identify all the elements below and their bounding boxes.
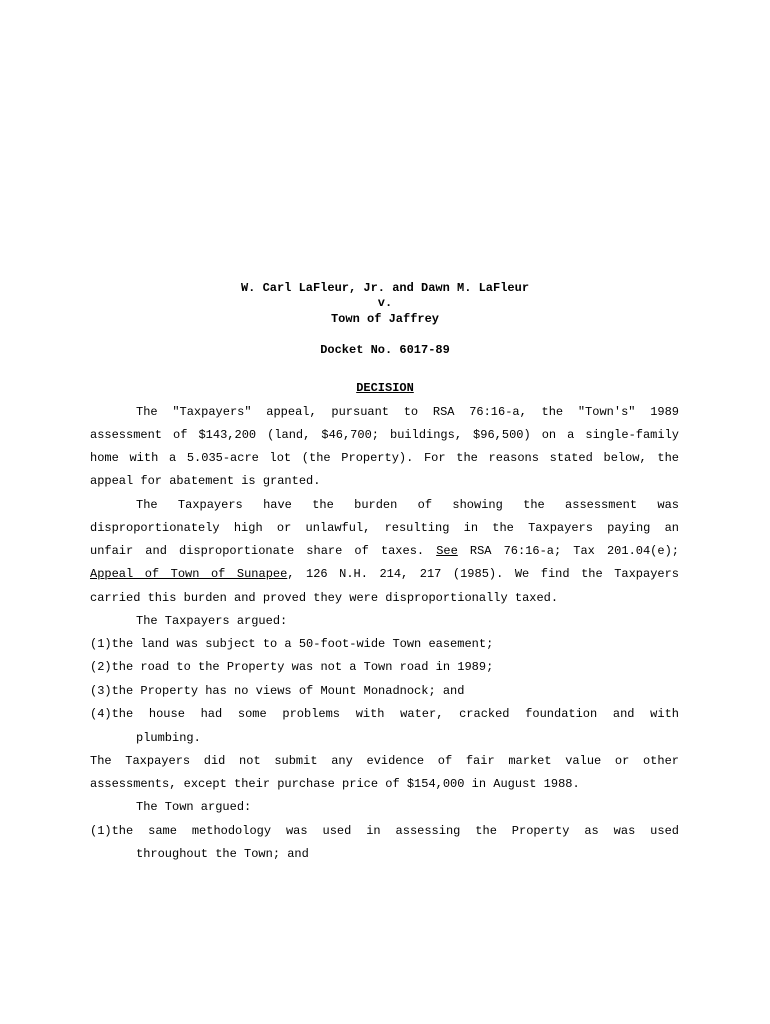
paragraph-2-line-3-text-b: RSA 76:16-a; Tax 201.04(e); (457, 544, 679, 558)
paragraph-2-line-4 (90, 567, 679, 581)
paragraph-1-line-4: appeal for abatement is granted. (90, 474, 321, 488)
case-citation: Appeal of Town of Sunapee (90, 567, 288, 581)
paragraph-2-line-5: carried this burden and proved they were disproportionally taxed. (90, 591, 559, 605)
case-caption-versus: v. (377, 296, 393, 310)
taxpayer-argument-4-line-1: (4)the house had some problems with water, cracked foundation and with (90, 707, 679, 721)
see-citation-signal: See (436, 544, 458, 558)
paragraph-3-line-2: assessments, except their purchase price of $154,000 in August 1988. (90, 777, 580, 791)
taxpayer-argument-3: (3)the Property has no views of Mount Monadnock; and (90, 684, 465, 698)
taxpayers-argued-intro: The Taxpayers argued: (136, 614, 288, 628)
paragraph-2-line-1: The Taxpayers have the burden of showing the assessment was (136, 498, 679, 512)
docket-number: Docket No. 6017-89 (320, 343, 450, 357)
case-caption-respondent: Town of Jaffrey (330, 312, 440, 326)
decision-heading: DECISION (356, 381, 414, 395)
paragraph-2-line-3-text-a: unfair and disproportionate share of taxes. (90, 544, 437, 558)
paragraph-2-line-2: disproportionately high or unlawful, resulting in the Taxpayers paying an (90, 521, 679, 535)
paragraph-3-line-1: The Taxpayers did not submit any evidence of fair market value or other (90, 754, 679, 768)
paragraph-2-line-4-text: , 126 N.H. 214, 217 (1985). We find the Taxpayers (287, 567, 679, 581)
paragraph-1-line-3: home with a 5.035-acre lot (the Property). For the reasons stated below, the (90, 451, 679, 465)
taxpayer-argument-1: (1)the land was subject to a 50-foot-wide Town easement; (90, 637, 494, 651)
paragraph-2-line-3 (90, 544, 679, 558)
paragraph-1-line-2: assessment of $143,200 (land, $46,700; buildings, $96,500) on a single-family (90, 428, 679, 442)
town-argument-1-line-1: (1)the same methodology was used in assessing the Property as was used (90, 824, 679, 838)
taxpayer-argument-4-line-2: plumbing. (136, 731, 201, 745)
town-argued-intro: The Town argued: (136, 800, 252, 814)
paragraph-1-line-1: The "Taxpayers" appeal, pursuant to RSA 76:16-a, the "Town's" 1989 (136, 405, 679, 419)
town-argument-1-line-2: throughout the Town; and (136, 847, 309, 861)
taxpayer-argument-2: (2)the road to the Property was not a Town road in 1989; (90, 660, 494, 674)
case-caption-parties: W. Carl LaFleur, Jr. and Dawn M. LaFleur (240, 281, 530, 295)
